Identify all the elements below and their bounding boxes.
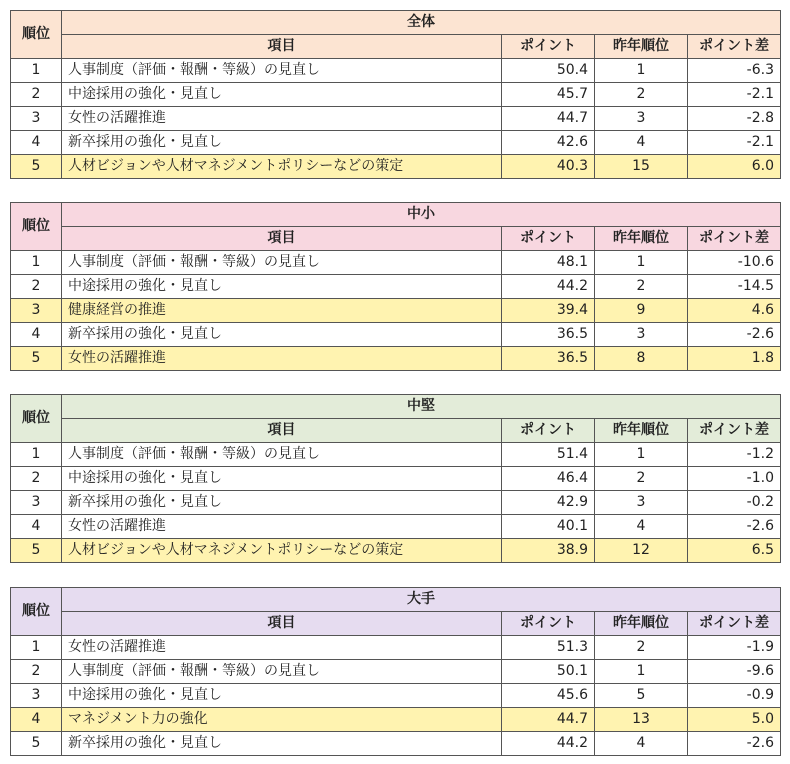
item-cell: 人事制度（評価・報酬・等級）の見直し <box>62 59 502 83</box>
prev-rank-cell: 2 <box>595 467 688 491</box>
points-column-header: ポイント <box>502 35 595 59</box>
prev-rank-cell: 3 <box>595 491 688 515</box>
diff-column-header: ポイント差 <box>688 612 781 636</box>
table-row <box>11 131 781 155</box>
points-cell: 48.1 <box>502 251 595 275</box>
table-row <box>11 660 781 684</box>
diff-cell: -10.6 <box>688 251 781 275</box>
table-row <box>11 299 781 323</box>
diff-cell: -2.6 <box>688 323 781 347</box>
diff-column-header: ポイント差 <box>688 419 781 443</box>
item-column-header: 項目 <box>62 227 502 251</box>
diff-cell: 6.0 <box>688 155 781 179</box>
diff-cell: 5.0 <box>688 708 781 732</box>
item-cell: 中途採用の強化・見直し <box>62 684 502 708</box>
points-cell: 45.7 <box>502 83 595 107</box>
prev-rank-cell: 2 <box>595 275 688 299</box>
diff-cell: -2.1 <box>688 83 781 107</box>
table-row <box>11 732 781 756</box>
diff-cell: -2.1 <box>688 131 781 155</box>
rank-column-header: 順位 <box>11 203 62 251</box>
points-column-header: ポイント <box>502 612 595 636</box>
rank-cell: 2 <box>11 275 62 299</box>
rank-cell: 4 <box>11 131 62 155</box>
points-cell: 51.3 <box>502 636 595 660</box>
prev-rank-cell: 4 <box>595 515 688 539</box>
table-row <box>11 347 781 371</box>
item-cell: 人材ビジョンや人材マネジメントポリシーなどの策定 <box>62 539 502 563</box>
item-cell: 新卒採用の強化・見直し <box>62 323 502 347</box>
item-cell: 女性の活躍推進 <box>62 636 502 660</box>
diff-cell: -2.6 <box>688 732 781 756</box>
rank-cell: 3 <box>11 107 62 131</box>
prev-rank-cell: 4 <box>595 131 688 155</box>
prev-rank-cell: 1 <box>595 59 688 83</box>
diff-cell: -6.3 <box>688 59 781 83</box>
points-cell: 38.9 <box>502 539 595 563</box>
points-cell: 44.7 <box>502 708 595 732</box>
points-cell: 42.9 <box>502 491 595 515</box>
item-column-header: 項目 <box>62 612 502 636</box>
prev-rank-cell: 13 <box>595 708 688 732</box>
prev-rank-cell: 5 <box>595 684 688 708</box>
points-cell: 36.5 <box>502 323 595 347</box>
prev-rank-column-header: 昨年順位 <box>595 227 688 251</box>
table-row <box>11 684 781 708</box>
table-row <box>11 107 781 131</box>
rank-cell: 5 <box>11 539 62 563</box>
rank-column-header: 順位 <box>11 588 62 636</box>
points-cell: 44.2 <box>502 732 595 756</box>
diff-cell: -1.9 <box>688 636 781 660</box>
table-row <box>11 323 781 347</box>
item-cell: 女性の活躍推進 <box>62 347 502 371</box>
points-cell: 46.4 <box>502 467 595 491</box>
points-column-header: ポイント <box>502 419 595 443</box>
points-cell: 42.6 <box>502 131 595 155</box>
item-cell: 人事制度（評価・報酬・等級）の見直し <box>62 443 502 467</box>
item-column-header: 項目 <box>62 35 502 59</box>
table-small <box>10 202 781 371</box>
item-cell: マネジメント力の強化 <box>62 708 502 732</box>
table-midsize <box>10 394 781 563</box>
diff-column-header: ポイント差 <box>688 35 781 59</box>
rank-cell: 5 <box>11 155 62 179</box>
rank-cell: 1 <box>11 251 62 275</box>
points-cell: 36.5 <box>502 347 595 371</box>
item-column-header: 項目 <box>62 419 502 443</box>
item-cell: 新卒採用の強化・見直し <box>62 491 502 515</box>
table-row <box>11 539 781 563</box>
table-overall <box>10 10 781 179</box>
diff-cell: -14.5 <box>688 275 781 299</box>
rank-cell: 3 <box>11 684 62 708</box>
prev-rank-cell: 8 <box>595 347 688 371</box>
points-cell: 50.1 <box>502 660 595 684</box>
rank-cell: 1 <box>11 59 62 83</box>
prev-rank-cell: 3 <box>595 107 688 131</box>
rank-cell: 4 <box>11 515 62 539</box>
table-row <box>11 251 781 275</box>
prev-rank-cell: 2 <box>595 83 688 107</box>
diff-cell: 6.5 <box>688 539 781 563</box>
prev-rank-cell: 15 <box>595 155 688 179</box>
diff-cell: -2.6 <box>688 515 781 539</box>
prev-rank-cell: 1 <box>595 660 688 684</box>
points-cell: 44.7 <box>502 107 595 131</box>
rank-cell: 2 <box>11 660 62 684</box>
diff-cell: 4.6 <box>688 299 781 323</box>
rank-cell: 4 <box>11 708 62 732</box>
item-cell: 新卒採用の強化・見直し <box>62 732 502 756</box>
table-row <box>11 467 781 491</box>
prev-rank-column-header: 昨年順位 <box>595 612 688 636</box>
prev-rank-cell: 3 <box>595 323 688 347</box>
points-cell: 50.4 <box>502 59 595 83</box>
prev-rank-cell: 12 <box>595 539 688 563</box>
prev-rank-column-header: 昨年順位 <box>595 419 688 443</box>
prev-rank-cell: 9 <box>595 299 688 323</box>
rank-cell: 1 <box>11 443 62 467</box>
item-cell: 女性の活躍推進 <box>62 107 502 131</box>
segment-title: 中堅 <box>62 395 781 419</box>
item-cell: 中途採用の強化・見直し <box>62 83 502 107</box>
table-row <box>11 636 781 660</box>
rank-cell: 4 <box>11 323 62 347</box>
prev-rank-cell: 1 <box>595 251 688 275</box>
points-column-header: ポイント <box>502 227 595 251</box>
rank-cell: 2 <box>11 467 62 491</box>
points-cell: 45.6 <box>502 684 595 708</box>
item-cell: 新卒採用の強化・見直し <box>62 131 502 155</box>
item-cell: 人事制度（評価・報酬・等級）の見直し <box>62 660 502 684</box>
table-row <box>11 443 781 467</box>
rank-cell: 2 <box>11 83 62 107</box>
segment-title: 中小 <box>62 203 781 227</box>
points-cell: 40.1 <box>502 515 595 539</box>
prev-rank-cell: 4 <box>595 732 688 756</box>
prev-rank-cell: 1 <box>595 443 688 467</box>
diff-cell: -0.2 <box>688 491 781 515</box>
table-row <box>11 275 781 299</box>
prev-rank-column-header: 昨年順位 <box>595 35 688 59</box>
points-cell: 40.3 <box>502 155 595 179</box>
points-cell: 44.2 <box>502 275 595 299</box>
diff-cell: 1.8 <box>688 347 781 371</box>
item-cell: 健康経営の推進 <box>62 299 502 323</box>
table-row <box>11 515 781 539</box>
table-row <box>11 155 781 179</box>
diff-cell: -9.6 <box>688 660 781 684</box>
diff-column-header: ポイント差 <box>688 227 781 251</box>
table-row <box>11 491 781 515</box>
rank-cell: 1 <box>11 636 62 660</box>
item-cell: 女性の活躍推進 <box>62 515 502 539</box>
rank-cell: 3 <box>11 299 62 323</box>
diff-cell: -1.0 <box>688 467 781 491</box>
table-row <box>11 83 781 107</box>
rank-cell: 5 <box>11 347 62 371</box>
rank-cell: 5 <box>11 732 62 756</box>
segment-title: 全体 <box>62 11 781 35</box>
segment-title: 大手 <box>62 588 781 612</box>
rank-column-header: 順位 <box>11 11 62 59</box>
item-cell: 人事制度（評価・報酬・等級）の見直し <box>62 251 502 275</box>
diff-cell: -2.8 <box>688 107 781 131</box>
points-cell: 39.4 <box>502 299 595 323</box>
points-cell: 51.4 <box>502 443 595 467</box>
diff-cell: -1.2 <box>688 443 781 467</box>
rank-cell: 3 <box>11 491 62 515</box>
table-row <box>11 59 781 83</box>
item-cell: 人材ビジョンや人材マネジメントポリシーなどの策定 <box>62 155 502 179</box>
table-large <box>10 587 781 756</box>
item-cell: 中途採用の強化・見直し <box>62 275 502 299</box>
prev-rank-cell: 2 <box>595 636 688 660</box>
diff-cell: -0.9 <box>688 684 781 708</box>
table-row <box>11 708 781 732</box>
item-cell: 中途採用の強化・見直し <box>62 467 502 491</box>
rank-column-header: 順位 <box>11 395 62 443</box>
